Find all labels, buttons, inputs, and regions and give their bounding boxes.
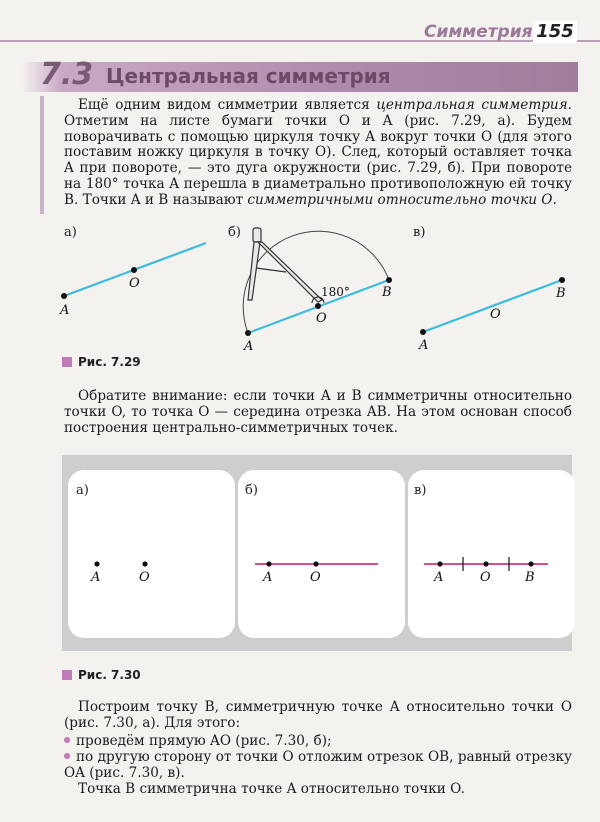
figure-7-29-caption: Рис. 7.29 <box>62 355 141 369</box>
fig729-label-b: б) <box>228 225 241 240</box>
fig730a-point-O <box>142 561 147 566</box>
fig729c-segment <box>423 280 562 332</box>
term-symmetric-about-point: симметричными относительно точки O <box>247 191 553 208</box>
fig730b-point-A <box>266 561 271 566</box>
fig730a-point-A <box>94 561 99 566</box>
page-number: 155 <box>533 21 577 43</box>
fig730a-label-O: O <box>139 570 150 585</box>
fig730b-label-A: A <box>263 570 273 585</box>
fig729a-point-A <box>61 293 67 299</box>
section-number: 7.3 <box>40 57 94 92</box>
construction-lead: Построим точку B, симметричную точке A относительно точки O (рис. 7.30, а). Для этого: <box>64 699 572 731</box>
running-header-title: Симметрия <box>424 22 533 42</box>
fig730c-label-O: O <box>480 570 491 585</box>
fig729b-label-O: O <box>316 311 327 326</box>
fig730c-point-O <box>483 561 488 566</box>
fig729b-point-A <box>245 330 251 336</box>
figure-7-30-caption: Рис. 7.30 <box>62 668 141 682</box>
fig729a-label-A: A <box>60 303 70 318</box>
attention-paragraph: Обратите внимание: если точки A и B симметричны относительно точки O, то точка O — середина отрезка AB. На этом основан способ построения центрально-симметричных точек. <box>64 388 572 436</box>
fig729b-angle-label: 180° <box>321 285 350 299</box>
fig729c-label-B: B <box>556 286 566 301</box>
fig730c-point-B <box>528 561 533 566</box>
caption-marker <box>62 670 72 680</box>
fig730a-label-A: A <box>91 570 101 585</box>
bullet-icon <box>64 737 70 743</box>
fig729c-point-B <box>559 277 565 283</box>
fig730-label-a: а) <box>76 483 89 498</box>
fig729b-label-A: A <box>244 339 254 354</box>
fig729b-point-O <box>315 303 321 309</box>
section-title: Центральная симметрия <box>106 64 391 88</box>
fig729a-label-O: O <box>129 276 140 291</box>
construction-step-2: по другую сторону от точки O отложим отрезок OB, равный отрезку OA (рис. 7.30, в). <box>64 749 572 781</box>
figure-7-30 <box>0 470 600 640</box>
fig730c-label-B: B <box>525 570 535 585</box>
intro-paragraph: Ещё одним видом симметрии является центральная симметрия. Отметим на листе бумаги точки O и A (рис. 7.29, а). Будем поворачивать с помощью циркуля точку A вокруг точки O (для этого поставим ножку циркуля в точку O). След, который оставляет точка A при повороте, — это дуга окружности (рис. 7.29, б). При повороте на 180° точка A перешла в диаметрально противоположную ей точку B. Точки A и B называют симметричными относительно точки O. <box>64 97 572 208</box>
caption-marker <box>62 357 72 367</box>
fig730b-point-O <box>313 561 318 566</box>
fig729c-label-O: O <box>490 307 501 322</box>
fig729b-label-B: B <box>382 285 392 300</box>
fig729-label-c: в) <box>413 225 426 240</box>
paragraph-marker-bar <box>40 96 44 214</box>
fig729a-point-O <box>131 267 137 273</box>
fig729c-label-A: A <box>419 338 429 353</box>
fig729b-point-B <box>386 277 392 283</box>
construction-conclusion: Точка B симметрична точке A относительно точки O. <box>78 781 465 797</box>
construction-step-1: проведём прямую AO (рис. 7.30, б); <box>64 734 572 750</box>
fig730c-point-A <box>437 561 442 566</box>
fig729c-point-A <box>420 329 426 335</box>
fig730-label-b: б) <box>245 483 258 498</box>
fig730c-label-A: A <box>434 570 444 585</box>
term-central-symmetry: центральная симметрия <box>376 97 568 113</box>
fig730-label-c: в) <box>414 483 427 498</box>
bullet-icon <box>64 753 70 759</box>
figure-7-29 <box>0 218 600 358</box>
fig729-label-a: а) <box>64 225 77 240</box>
fig730b-label-O: O <box>310 570 321 585</box>
